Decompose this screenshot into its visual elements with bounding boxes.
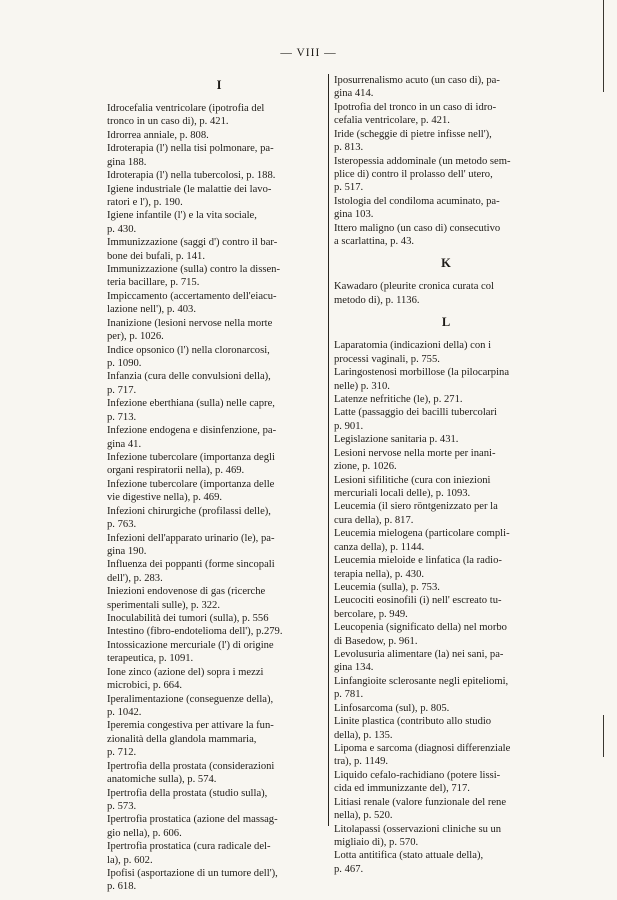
index-entry [107, 263, 331, 290]
index-entry-line: Idroterapia (l') nella tubercolosi, p. 188. [107, 170, 276, 182]
index-entry-line: Inanizione (lesioni nervose nella morte [107, 317, 273, 329]
index-entry [107, 236, 331, 263]
index-entry-line: Ipertrofia prostatica (cura radicale del- [107, 841, 271, 853]
index-entry-line: nelle) p. 310. [334, 380, 390, 392]
index-entry-line: p. 813. [334, 142, 364, 154]
index-entry-line: gina 134. [334, 662, 374, 674]
index-entry [334, 366, 558, 393]
index-entry-line: di Basedow, p. 961. [334, 635, 418, 647]
index-entry-line: Linite plastica (contributo allo studio [334, 716, 492, 728]
index-entry [107, 344, 331, 371]
index-column-right [334, 74, 558, 876]
index-entry [334, 594, 558, 621]
index-entry-line: mercuriali locali delle), p. 1093. [334, 487, 471, 499]
index-entry-line: gina 103. [334, 209, 374, 221]
index-entry [334, 74, 558, 101]
index-entry-line: vie digestive nella), p. 469. [107, 492, 223, 504]
index-entry-line: Isteropessia addominale (un metodo sem- [334, 155, 511, 167]
index-entry-line: Leucemia (il siero röntgenizzato per la [334, 501, 498, 513]
index-entry-line: plice di) contro il prolasso dell' utero, [334, 168, 493, 180]
index-entry [107, 867, 331, 894]
index-entry-line: Ittero maligno (un caso di) consecutivo [334, 222, 501, 234]
index-entry-line: Ipotrofia del tronco in un caso di idro- [334, 101, 497, 113]
index-entry-line: processi vaginali, p. 755. [334, 353, 440, 365]
index-entry-line: della), p. 135. [334, 729, 393, 741]
index-entry-line: Infezione tubercolare (importanza degli [107, 451, 275, 463]
index-entry-line: p. 1042. [107, 706, 142, 718]
index-entry-line: Linfangioite sclerosante negli epiteliomi, [334, 675, 509, 687]
index-entry-line: Kawadaro (pleurite cronica curata col [334, 281, 494, 293]
index-entry-line: Leucemia mieloide e linfatica (la radio- [334, 555, 502, 567]
section-letter-k: K [441, 256, 451, 271]
page-edge-line [603, 715, 604, 757]
index-entry-line: Infezioni chirurgiche (profilassi delle), [107, 505, 271, 517]
index-entry-line: gio nella), p. 606. [107, 827, 182, 839]
index-entry-line: p. 713. [107, 411, 137, 423]
index-entry [107, 478, 331, 505]
index-entry [107, 129, 331, 142]
page-edge-line [603, 0, 604, 92]
index-entry-line: gina 188. [107, 156, 147, 168]
index-entry [334, 769, 558, 796]
index-entry-line: Infezione eberthiana (sulla) nelle capre, [107, 398, 275, 410]
index-entry [334, 339, 558, 366]
index-entry-line: cura della), p. 817. [334, 514, 414, 526]
index-entry-line: Iposurrenalismo acuto (un caso di), pa- [334, 75, 500, 86]
index-entry [334, 715, 558, 742]
index-entry-line: Idroterapia (l') nella tisi polmonare, pa- [107, 143, 274, 155]
index-entry [334, 280, 558, 307]
index-entry-line: Lipoma e sarcoma (diagnosi differenziale [334, 742, 511, 754]
index-entry-line: p. 1090. [107, 358, 142, 370]
index-entry-line: migliaio di), p. 570. [334, 836, 419, 848]
index-entry-line: Infezione endogena e disinfenzione, pa- [107, 425, 277, 437]
index-entry [107, 532, 331, 559]
index-entry [334, 447, 558, 474]
index-entry [334, 128, 558, 155]
index-entry [334, 823, 558, 850]
index-entry-line: p. 712. [107, 747, 137, 759]
index-entry-line: Leucemia (sulla), p. 753. [334, 581, 440, 593]
index-entry [107, 813, 331, 840]
index-entry [107, 317, 331, 344]
index-entry-line: Immunizzazione (sulla) contro la dissen- [107, 264, 280, 276]
index-entry [107, 840, 331, 867]
index-entry [334, 621, 558, 648]
index-entry-line: Ipertrofia della prostata (studio sulla), [107, 787, 268, 799]
index-entry-line: microbici, p. 664. [107, 680, 183, 692]
index-entry-line: p. 573. [107, 800, 137, 812]
index-entry [334, 195, 558, 222]
index-entry [334, 474, 558, 501]
index-entry-line: Latenze nefritiche (le), p. 271. [334, 394, 463, 406]
index-entry-line: Litolapassi (osservazioni cliniche su un [334, 823, 502, 835]
index-entry-line: Liquido cefalo-rachidiano (potere lissi- [334, 769, 501, 781]
index-entry-line: cefalia ventricolare, p. 421. [334, 115, 450, 127]
index-entry [107, 558, 331, 585]
index-entry-line: Ipertrofia prostatica (azione del massag- [107, 814, 278, 826]
index-entry-line: ratori e l'), p. 190. [107, 196, 183, 208]
index-column-left [107, 74, 331, 894]
index-entry-line: Idrorrea anniale, p. 808. [107, 129, 209, 141]
index-entry [334, 675, 558, 702]
index-entry [107, 209, 331, 236]
index-entry [107, 693, 331, 720]
index-entry-line: a scarlattina, p. 43. [334, 236, 415, 248]
index-entry [334, 155, 558, 195]
index-entry-line: Immunizzazione (saggi d') contro il bar- [107, 237, 278, 249]
index-entry-line: Igiene infantile (l') e la vita sociale, [107, 210, 257, 222]
index-entry-line: la), p. 602. [107, 854, 153, 866]
index-entry-line: p. 517. [334, 182, 364, 194]
index-entry-line: Linfosarcoma (sul), p. 805. [334, 702, 450, 714]
index-entry-line: Iride (scheggie di pietre infisse nell'), [334, 128, 492, 140]
index-entry-line: Iperalimentazione (conseguenze della), [107, 693, 274, 705]
index-entry-line: Infezioni dell'apparato urinario (le), pa- [107, 532, 275, 544]
index-entry-line: Impiccamento (accertamento dell'eiacu- [107, 290, 277, 302]
index-entry [107, 639, 331, 666]
index-entry [334, 393, 558, 406]
index-entry-line: canza della), p. 1144. [334, 541, 425, 553]
index-entry-line: Ione zinco (azione del) sopra i mezzi [107, 666, 264, 678]
index-entry-line: Ipertrofia della prostata (considerazioni [107, 760, 275, 772]
index-entry [107, 290, 331, 317]
index-entry-line: Leucociti eosinofili (i) nell' escreato tu- [334, 595, 502, 607]
index-entry [334, 101, 558, 128]
index-entry-line: Legislazione sanitaria p. 431. [334, 434, 459, 446]
index-entry [107, 370, 331, 397]
index-entry [107, 612, 331, 625]
index-entry-line: Leucemia mielogena (particolare compli- [334, 528, 510, 540]
index-entry [107, 142, 331, 169]
index-entry-line: p. 781. [334, 689, 364, 701]
index-entry-line: Indice opsonico (l') nella cloronarcosi, [107, 344, 270, 356]
index-entry [107, 169, 331, 182]
index-entry [107, 424, 331, 451]
index-entry-line: Infanzia (cura delle convulsioni della), [107, 371, 271, 383]
index-entry-line: zione, p. 1026. [334, 461, 397, 473]
index-entry-line: bercolare, p. 949. [334, 608, 408, 620]
section-letter-i: I [216, 78, 222, 92]
index-entry [107, 787, 331, 814]
index-entry [107, 183, 331, 210]
index-entry-line: cida ed immunizzante del), 717. [334, 783, 470, 795]
index-entry [334, 702, 558, 715]
section-letter-l: L [441, 315, 451, 330]
index-entry-line: tronco in un caso di), p. 421. [107, 116, 229, 128]
index-entry [334, 581, 558, 594]
index-entry-line: zionalità della glandola mammaria, [107, 733, 257, 745]
index-entry-line: p. 901. [334, 420, 364, 432]
index-entry-line: terapeutica, p. 1091. [107, 653, 194, 665]
index-entry [107, 102, 331, 129]
index-entry-line: Iniezioni endovenose di gas (ricerche [107, 586, 266, 598]
index-entry-line: p. 467. [334, 863, 364, 875]
index-entry-line: Laringostenosi morbillose (la pilocarpina [334, 367, 510, 379]
index-entry-line: gina 41. [107, 438, 142, 450]
index-entry-line: Levolusuria alimentare (la) nei sani, pa- [334, 649, 504, 661]
index-entry [107, 451, 331, 478]
index-entry [107, 760, 331, 787]
page-number: — VIII — [280, 47, 337, 59]
index-entry-line: p. 763. [107, 519, 137, 531]
index-entry-line: gina 190. [107, 545, 147, 557]
index-entry [334, 648, 558, 675]
index-entry-line: Infezione tubercolare (importanza delle [107, 478, 275, 490]
index-entry [107, 625, 331, 638]
index-entry [334, 796, 558, 823]
index-entry-line: gina 414. [334, 88, 374, 100]
index-entry [334, 742, 558, 769]
index-entry-line: nella), p. 520. [334, 810, 393, 822]
index-entry-line: dell'), p. 283. [107, 572, 163, 584]
index-entry [334, 406, 558, 433]
index-entry-line: Inoculabilità dei tumori (sulla), p. 556 [107, 613, 269, 625]
index-entry-line: Idrocefalia ventricolare (ipotrofia del [107, 103, 265, 114]
index-entry [334, 849, 558, 876]
index-entry-line: Laparatomia (indicazioni della) con i [334, 340, 492, 352]
index-entry-line: Ipofisi (asportazione di un tumore dell'), [107, 868, 278, 880]
index-entry [334, 527, 558, 554]
index-entry-line: Latte (passaggio dei bacilli tubercolari [334, 407, 497, 419]
index-entry-line: metodo di), p. 1136. [334, 294, 420, 306]
index-entry [334, 222, 558, 249]
index-entry-line: Leucopenia (significato della) nel morbo [334, 622, 507, 634]
index-entry-line: tra), p. 1149. [334, 756, 389, 768]
index-entry-line: Lotta antitifica (stato attuale della), [334, 850, 484, 862]
index-entry [107, 585, 331, 612]
index-entry [107, 505, 331, 532]
index-entry-line: Influenza dei poppanti (forme sincopali [107, 559, 275, 571]
index-entry-line: p. 618. [107, 881, 137, 893]
index-entry [334, 500, 558, 527]
index-entry-line: lazione nell'), p. 403. [107, 304, 196, 316]
index-entry-line: Intossicazione mercuriale (l') di origine [107, 639, 274, 651]
index-entry [107, 719, 331, 759]
index-entry-line: organi respiratorii nella), p. 469. [107, 465, 245, 477]
index-entry-line: Intestino (fibro-endotelioma dell'), p.279. [107, 626, 283, 638]
index-entry [334, 554, 558, 581]
index-entry-line: Iperemia congestiva per attivare la fun- [107, 720, 274, 732]
index-entry-line: bone dei bufali, p. 141. [107, 250, 205, 262]
index-entry-line: Lesioni nervose nella morte per inani- [334, 447, 496, 459]
index-entry-line: Litiasi renale (valore funzionale del rene [334, 796, 507, 808]
index-entry-line: p. 717. [107, 384, 137, 396]
index-entry [334, 433, 558, 446]
index-entry-line: Igiene industriale (le malattie dei lavo- [107, 183, 272, 195]
index-entry-line: Istologia del condiloma acuminato, pa- [334, 195, 500, 207]
index-entry-line: terapia nella), p. 430. [334, 568, 425, 580]
index-entry [107, 397, 331, 424]
index-entry [107, 666, 331, 693]
index-entry-line: sperimentali sulle), p. 322. [107, 599, 220, 611]
index-entry-line: p. 430. [107, 223, 137, 235]
column-divider [328, 74, 329, 826]
index-entry-line: anatomiche sulla), p. 574. [107, 774, 217, 786]
index-entry-line: Lesioni sifilitiche (cura con iniezioni [334, 474, 491, 486]
index-entry-line: per), p. 1026. [107, 331, 164, 343]
index-entry-line: teria bacillare, p. 715. [107, 277, 200, 289]
